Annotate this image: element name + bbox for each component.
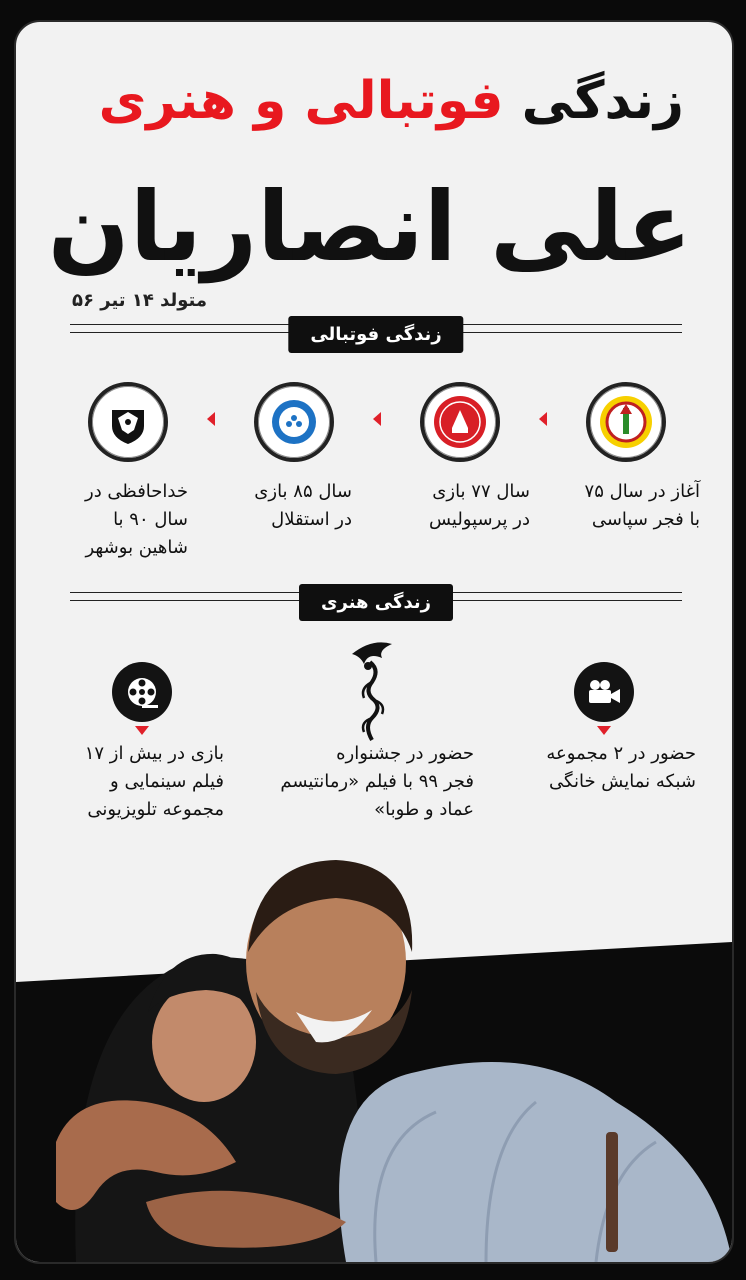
persepolis-logo xyxy=(420,382,500,462)
art-item-1: حضور در ۲ مجموعه شبکه نمایش خانگی xyxy=(546,743,696,792)
football-item-4: خداحافظی در سال ۹۰ با شاهین بوشهر xyxy=(85,481,188,558)
headline-highlight: فوتبالی و هنری xyxy=(98,71,504,131)
portrait-photo xyxy=(16,842,732,1262)
timeline-arrow xyxy=(373,412,381,426)
art-section-header xyxy=(70,590,682,620)
birth-date: متولد ۱۴ تیر ۵۶ xyxy=(72,290,208,311)
art-item-2: حضور در جشنواره فجر ۹۹ با فیلم «رمانتیسم عماد و طوبا» xyxy=(280,743,474,820)
football-item-2: سال ۷۷ بازی در پرسپولیس xyxy=(428,481,530,530)
film-reel-icon xyxy=(112,662,172,722)
infographic-card xyxy=(14,20,734,1264)
timeline-arrow xyxy=(539,412,547,426)
person-name: علی انصاریان xyxy=(47,171,692,283)
football-section-label: زندگی فوتبالی xyxy=(288,316,463,353)
shahin-bushehr-logo xyxy=(88,382,168,462)
art-item-3: بازی در بیش از ۱۷ فیلم سینمایی و مجموعه تلویزیونی xyxy=(84,743,224,820)
timeline-arrow xyxy=(207,412,215,426)
video-camera-icon xyxy=(574,662,634,722)
headline-prefix: زندگی xyxy=(521,71,684,131)
football-item-3: سال ۸۵ بازی در استقلال xyxy=(254,481,352,530)
football-item-1: آغاز در سال ۷۵ با فجر سپاسی xyxy=(584,481,700,530)
football-section-header xyxy=(70,322,682,352)
fajr-sepasi-logo xyxy=(586,382,666,462)
pointer-arrow xyxy=(135,726,149,735)
headline xyxy=(99,70,684,132)
simorgh-icon xyxy=(342,636,402,742)
pointer-arrow xyxy=(597,726,611,735)
esteghlal-logo xyxy=(254,382,334,462)
art-section-label: زندگی هنری xyxy=(299,584,453,621)
